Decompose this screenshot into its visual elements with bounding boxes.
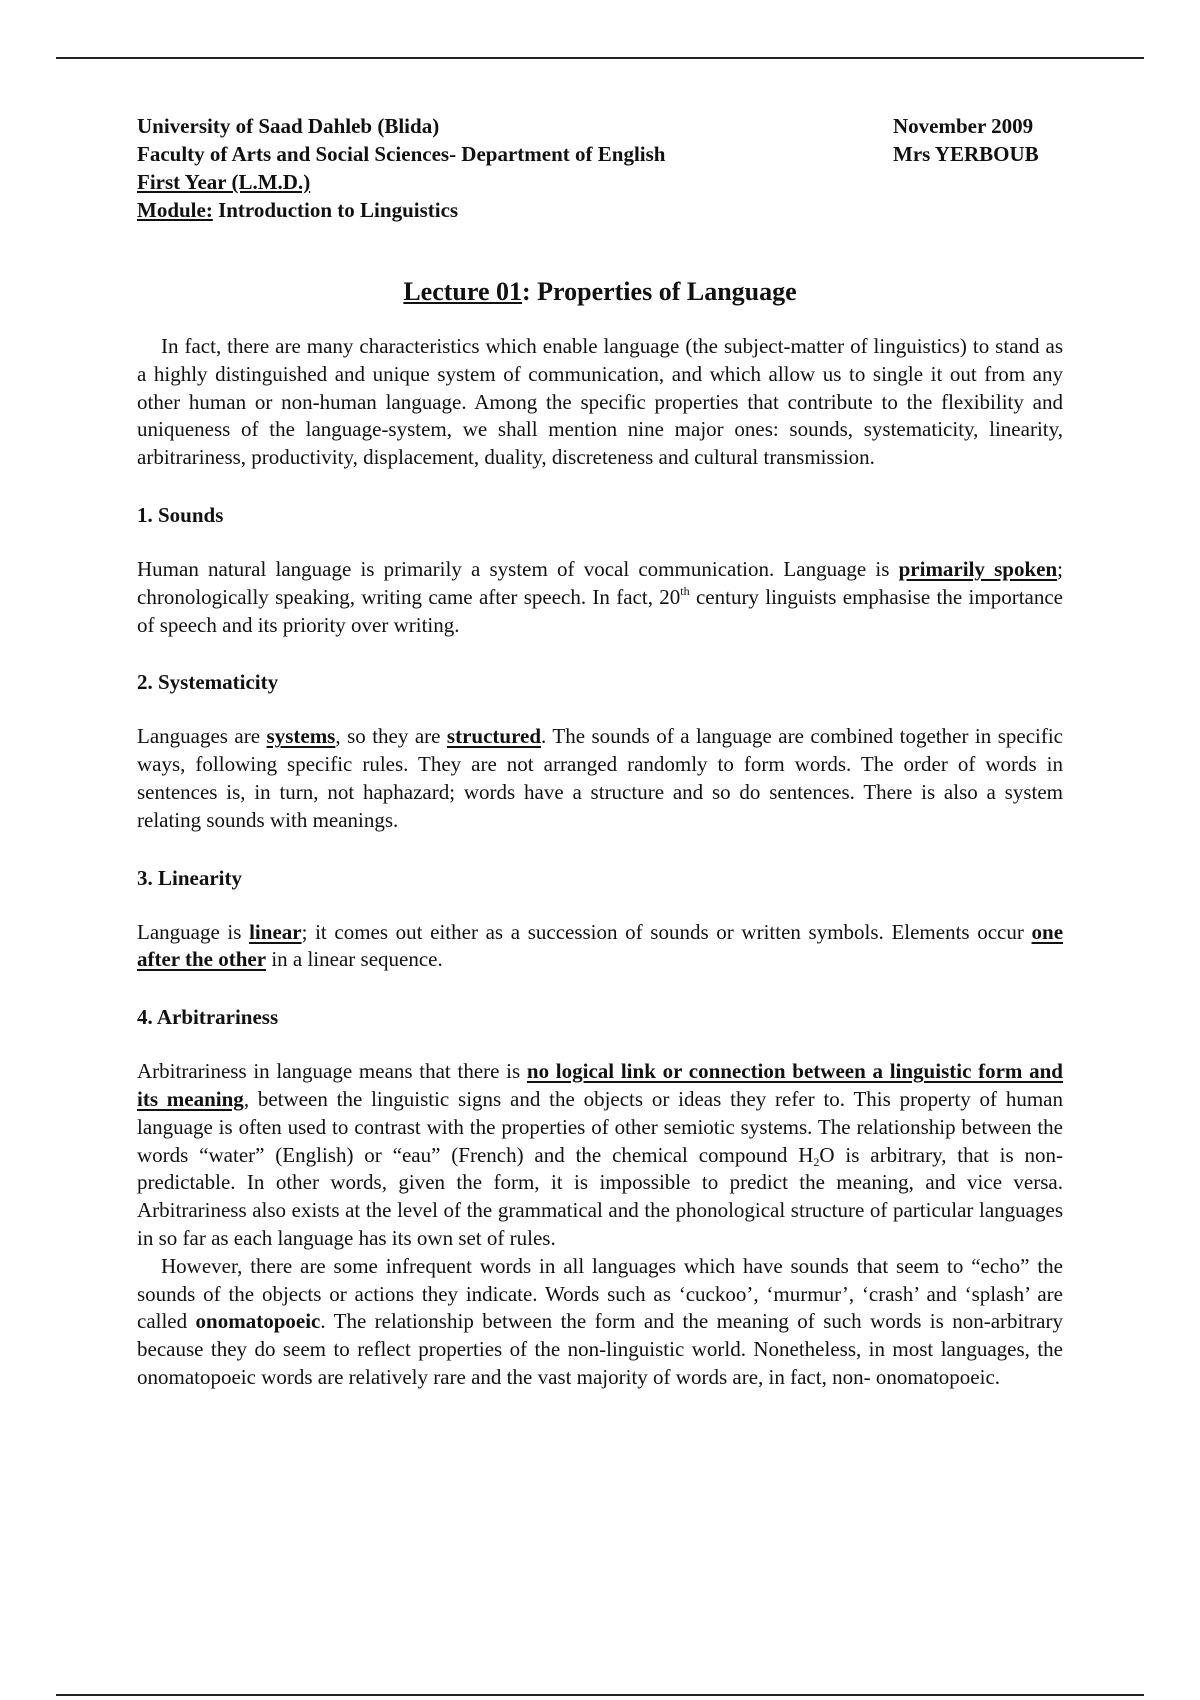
title-label: Lecture 01 bbox=[403, 277, 522, 306]
section-heading-arbitrariness: 4. Arbitrariness bbox=[137, 1005, 279, 1030]
systematicity-paragraph bbox=[137, 723, 1063, 834]
text-run: , so they are bbox=[335, 724, 447, 749]
document-header bbox=[137, 112, 1063, 224]
text-run: . The sounds of a language are combined together in specific ways, following specific rules. They are not arranged randomly to form words. The order of words in sentences is, in turn, not haphazard; words have a structure and so do sentences. There is also a system relating sounds with meanings. bbox=[137, 724, 1063, 832]
linearity-paragraph bbox=[137, 919, 1063, 975]
module-value: Introduction to Linguistics bbox=[212, 198, 459, 222]
section-heading-sounds: 1. Sounds bbox=[137, 502, 224, 527]
emphasis-linear: linear bbox=[249, 919, 302, 944]
text-run: Languages are bbox=[137, 724, 267, 749]
author-name: Mrs YERBOUB bbox=[893, 142, 1039, 166]
superscript: th bbox=[680, 583, 690, 598]
emphasis-onomatopoeic: onomatopoeic bbox=[195, 1309, 321, 1334]
text-run: ; it comes out either as a succession of sounds or written symbols. Elements occur bbox=[301, 919, 1032, 944]
header-left bbox=[137, 112, 665, 224]
emphasis-systems: systems bbox=[266, 724, 336, 749]
section-heading-systematicity: 2. Systematicity bbox=[137, 670, 279, 695]
text-run: Language is bbox=[137, 919, 250, 944]
arbitrariness-paragraph-2 bbox=[137, 1253, 1063, 1392]
text-run: ; chronologically speaking, writing came after speech. In fact, 20 bbox=[137, 556, 1063, 609]
text-run: However, there are some infrequent words in all languages which have sounds that seem to “echo” the sounds of the objects or actions they indicate. Words such as ‘cuckoo’, ‘murmur’, ‘crash’ and ‘splash’ are called bbox=[137, 1253, 1063, 1334]
module-line bbox=[137, 196, 665, 224]
intro-paragraph: In fact, there are many characteristics which enable language (the subject-matter of linguistics) to stand as a highly distinguished and unique system of communication, and which allow us to single it out from any other human or non-human language. Among the specific properties that contribute to the flexibility and uniqueness of the language-system, we shall mention nine major ones: sounds, systematicity, linearity, arbitrariness, productivity, displacement, duality, discreteness and cultural transmission. bbox=[137, 334, 1063, 470]
university-name: University of Saad Dahleb (Blida) bbox=[137, 114, 440, 138]
section-heading-linearity: 3. Linearity bbox=[137, 865, 242, 890]
emphasis-structured: structured bbox=[446, 724, 542, 749]
header-right bbox=[893, 112, 1063, 224]
text-run: in a linear sequence. bbox=[266, 947, 443, 972]
emphasis-primarily-spoken: primarily spoken bbox=[898, 556, 1058, 581]
subscript: 2 bbox=[813, 1154, 820, 1169]
top-rule bbox=[56, 57, 1144, 59]
text-run: . The relationship between the form and the meaning of such words is non-arbitrary because they do seem to reflect properties of the non-linguistic world. Nonetheless, in most languages, the onomatopoeic words are relatively rare and the vast majority of words are, in fact, non- onomatopoeic. bbox=[137, 1309, 1063, 1389]
text-run: O is arbitrary, that is non-predictable. In other words, given the form, it is impossible to predict the meaning, and vice versa. Arbitrariness also exists at the level of the grammatical and the phonological structure of particular languages in so far as each language has its own set of rules. bbox=[137, 1142, 1063, 1250]
year-text: First Year (L.M.D.) bbox=[137, 170, 311, 194]
bottom-rule bbox=[56, 1694, 1144, 1696]
module-label: Module: bbox=[137, 198, 213, 222]
title-text: : Properties of Language bbox=[522, 277, 797, 306]
faculty-name: Faculty of Arts and Social Sciences- Department of English bbox=[137, 142, 666, 166]
emphasis-no-logical-link: no logical link or connection between a linguistic form and its meaning bbox=[137, 1059, 1063, 1111]
sounds-paragraph bbox=[137, 556, 1063, 639]
emphasis-one-after-the-other: one after the other bbox=[137, 919, 1064, 972]
text-run: century linguists emphasise the importance of speech and its priority over writing. bbox=[137, 584, 1063, 637]
year-label bbox=[137, 168, 665, 196]
page-title bbox=[137, 277, 1063, 307]
document-page bbox=[137, 112, 1063, 1392]
text-run: Arbitrariness in language means that there is bbox=[137, 1059, 527, 1084]
document-date: November 2009 bbox=[893, 114, 1034, 138]
arbitrariness-paragraph-1 bbox=[137, 1058, 1063, 1253]
text-run: Human natural language is primarily a system of vocal communication. Language is bbox=[137, 556, 899, 581]
text-run: , between the linguistic signs and the objects or ideas they refer to. This property of human language is often used to contrast with the properties of other semiotic systems. The relationship between the words “water” (English) or “eau” (French) and the chemical compound H bbox=[137, 1086, 1063, 1167]
